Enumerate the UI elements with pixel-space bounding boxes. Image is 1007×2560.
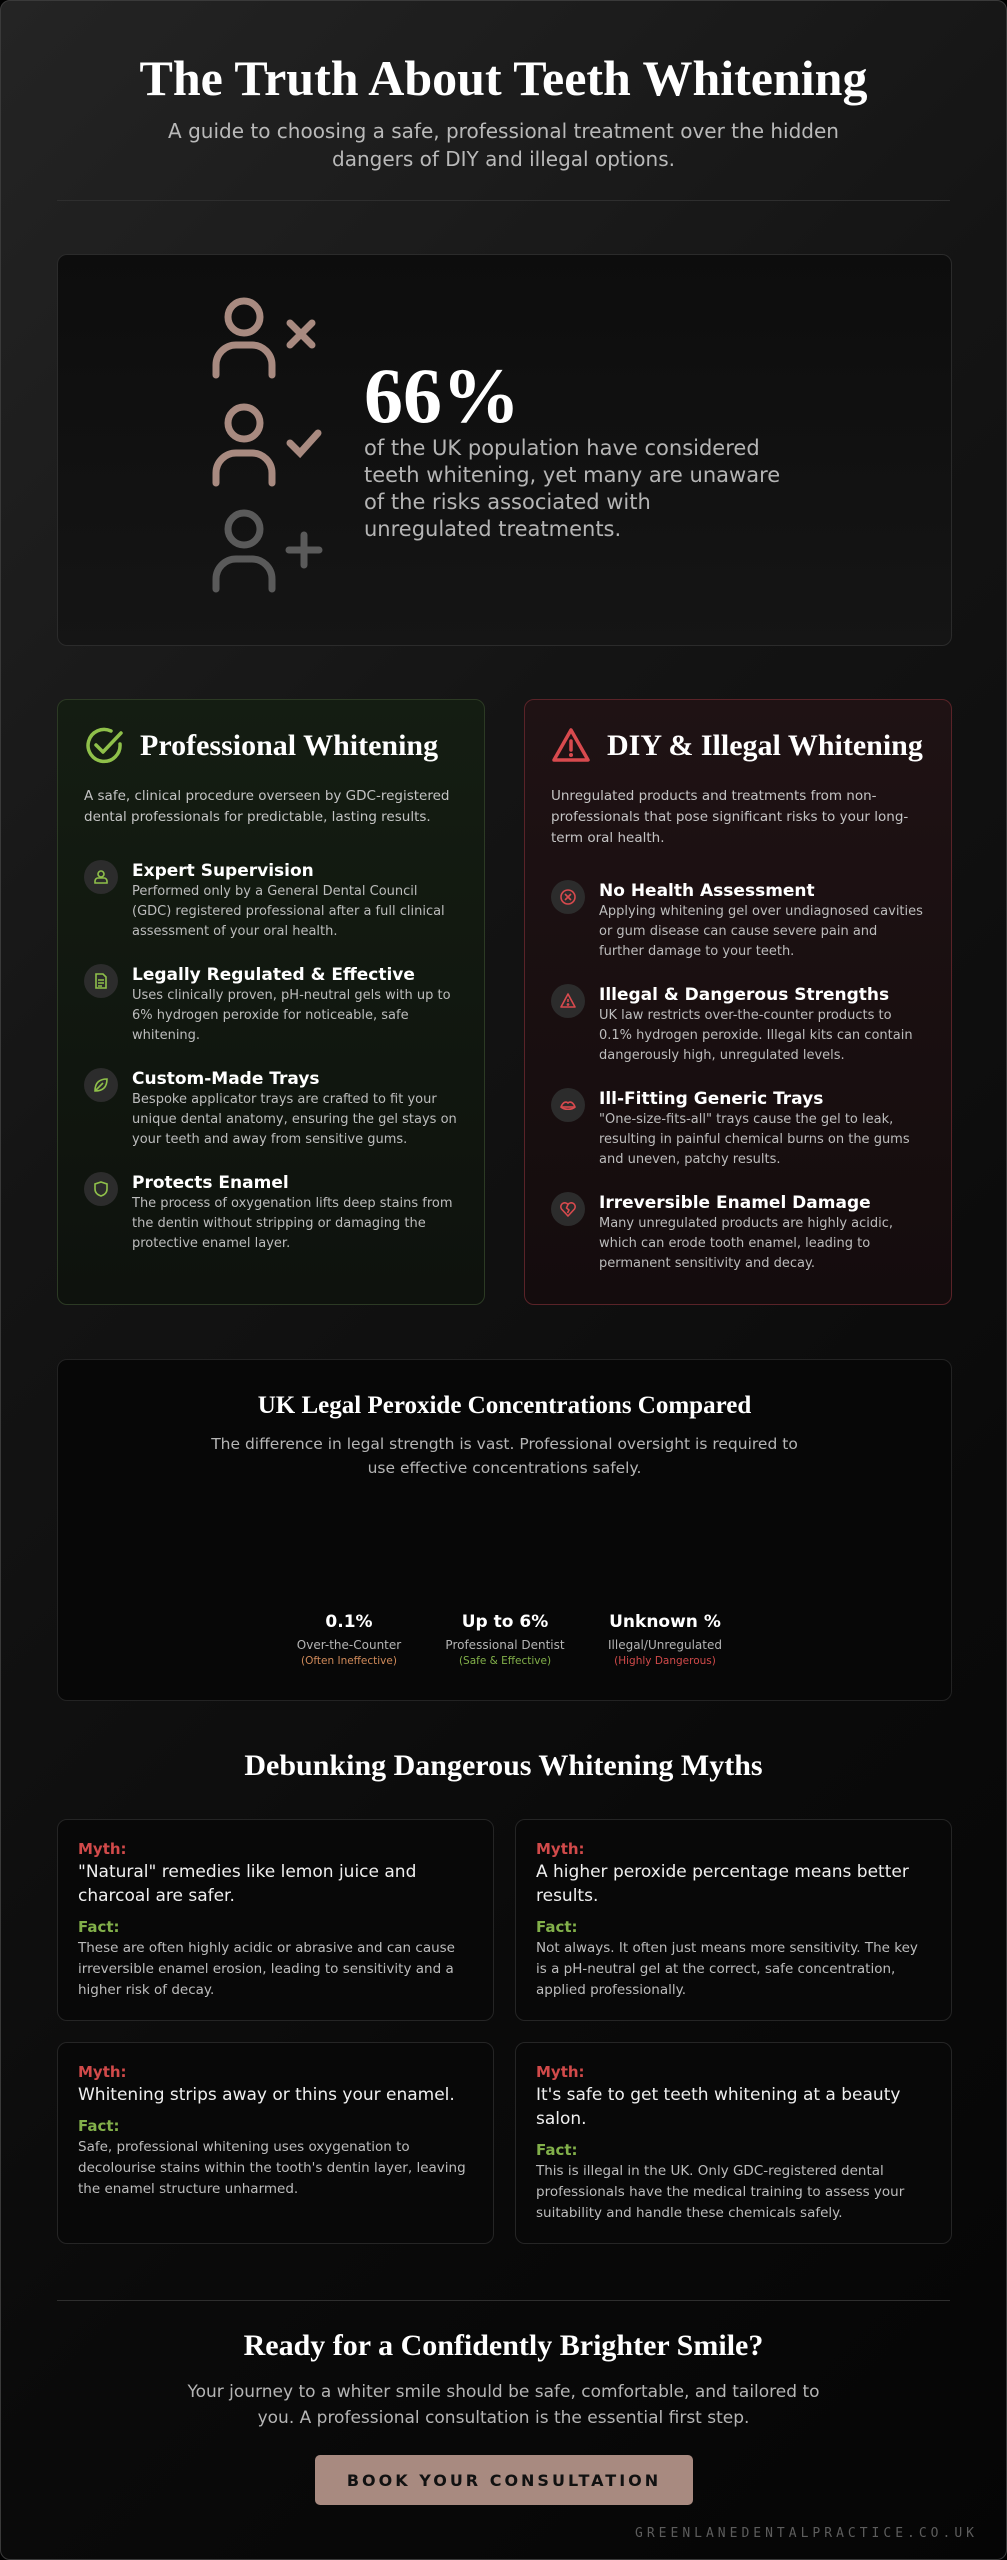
risk-item xyxy=(551,984,931,1066)
risk-item xyxy=(551,1192,931,1274)
fact-text: This is illegal in the UK. Only GDC-registered dental professionals have the medical training to assess your suitability and handle these chemicals safely. xyxy=(536,2163,905,2221)
leaf-icon xyxy=(92,1076,110,1094)
myth-label: Myth: xyxy=(78,1840,127,1858)
concentration-label: Illegal/Unregulated xyxy=(608,1638,722,1652)
fact-text: Safe, professional whitening uses oxygenation to decolourise stains within the tooth's dentin layer, leaving the enamel structure unharmed. xyxy=(78,2139,466,2197)
risk-description: "One-size-fits-all" trays cause the gel to leak, resulting in painful chemical burns on the gums and uneven, patchy results. xyxy=(599,1112,910,1167)
check-circle-icon xyxy=(84,726,124,766)
myth-text: It's safe to get teeth whitening at a beauty salon. xyxy=(536,2085,901,2129)
myth-card xyxy=(515,1819,952,2021)
concentration-value: 0.1% xyxy=(325,1612,373,1632)
cta-title: Ready for a Confidently Brighter Smile? xyxy=(243,2329,764,2362)
concentration-value: Up to 6% xyxy=(461,1612,549,1632)
feature-title: Legally Regulated & Effective xyxy=(132,965,415,985)
feature-item xyxy=(84,1172,464,1254)
fact-label: Fact: xyxy=(78,1918,120,1936)
professional-title: Professional Whitening xyxy=(140,729,439,762)
concentration-note: (Safe & Effective) xyxy=(458,1655,552,1667)
feature-description: Uses clinically proven, pH-neutral gels with up to 6% hydrogen peroxide for noticeable, safe whitening. xyxy=(132,988,451,1043)
warning-icon xyxy=(559,992,577,1010)
document-icon xyxy=(92,972,110,990)
x-circle-icon xyxy=(559,888,577,906)
concentration-item-illegal xyxy=(590,1612,740,1667)
peroxide-comparison-card xyxy=(57,1359,952,1701)
myth-text: "Natural" remedies like lemon juice and charcoal are safer. xyxy=(78,1862,417,1906)
feature-description: The process of oxygenation lifts deep stains from the dentin without stripping or damaging the protective enamel layer. xyxy=(132,1196,453,1251)
peroxide-title: UK Legal Peroxide Concentrations Compared xyxy=(257,1392,752,1419)
header-divider xyxy=(57,200,950,201)
myth-label: Myth: xyxy=(78,2063,127,2081)
cta-subtitle: Your journey to a whiter smile should be safe, comfortable, and tailored to you. A professional consultation is the essential first step. xyxy=(187,2382,820,2428)
risk-title: Illegal & Dangerous Strengths xyxy=(599,985,890,1005)
statistic-value: 66% xyxy=(364,352,520,439)
footer-website[interactable]: GREENLANEDENTALPRACTICE.CO.UK xyxy=(635,2526,978,2541)
diy-illegal-whitening-card xyxy=(524,699,952,1305)
risk-title: Ill-Fitting Generic Trays xyxy=(599,1089,824,1109)
cta-divider xyxy=(57,2300,950,2301)
diy-title: DIY & Illegal Whitening xyxy=(607,729,923,762)
fact-label: Fact: xyxy=(536,2141,578,2159)
risk-title: No Health Assessment xyxy=(599,881,815,901)
professional-intro: A safe, clinical procedure overseen by GDC-registered dental professionals for predictable, lasting results. xyxy=(84,788,450,825)
fact-label: Fact: xyxy=(78,2117,120,2135)
concentration-item-professional xyxy=(430,1612,580,1667)
broken-heart-icon xyxy=(559,1200,577,1218)
concentration-note: (Highly Dangerous) xyxy=(614,1655,716,1667)
concentration-note: (Often Ineffective) xyxy=(301,1655,397,1667)
myth-card xyxy=(57,1819,494,2021)
professional-whitening-card xyxy=(57,699,485,1305)
fact-text: These are often highly acidic or abrasive and can cause irreversible enamel erosion, leading to sensitivity and a higher risk of decay. xyxy=(78,1940,455,1998)
risk-description: Applying whitening gel over undiagnosed cavities or gum disease can cause severe pain and further damage to your teeth. xyxy=(599,904,923,959)
lips-icon xyxy=(559,1096,577,1114)
concentration-value: Unknown % xyxy=(609,1612,721,1632)
shield-icon xyxy=(92,1180,110,1198)
risk-description: Many unregulated products are highly acidic, which can erode tooth enamel, leading to permanent sensitivity and decay. xyxy=(599,1216,894,1271)
myths-title: Debunking Dangerous Whitening Myths xyxy=(244,1749,763,1782)
myth-card xyxy=(515,2042,952,2244)
feature-item xyxy=(84,860,464,942)
feature-title: Protects Enamel xyxy=(132,1173,289,1193)
fact-label: Fact: xyxy=(536,1918,578,1936)
concentration-item-otc xyxy=(274,1612,424,1667)
myth-card xyxy=(57,2042,494,2244)
myth-text: Whitening strips away or thins your enamel. xyxy=(78,2085,455,2105)
page-title: The Truth About Teeth Whitening xyxy=(139,50,868,106)
feature-item xyxy=(84,964,464,1046)
feature-item xyxy=(84,1068,464,1150)
myth-text: A higher peroxide percentage means better results. xyxy=(536,1862,909,1906)
feature-description: Bespoke applicator trays are crafted to fit your unique dental anatomy, ensuring the gel stays on your teeth and away from sensitive gums. xyxy=(132,1092,457,1147)
person-icon xyxy=(92,868,110,886)
myth-label: Myth: xyxy=(536,1840,585,1858)
page-subtitle: A guide to choosing a safe, professional treatment over the hidden dangers of DIY and illegal options. xyxy=(168,119,839,171)
people-illustration-icon xyxy=(208,295,328,605)
feature-title: Custom-Made Trays xyxy=(132,1069,320,1089)
statistic-description: of the UK population have considered teeth whitening, yet many are unaware of the risks associated with unregulated treatments. xyxy=(364,436,781,541)
peroxide-subtitle: The difference in legal strength is vast. Professional oversight is required to use effective concentrations safely. xyxy=(211,1435,798,1477)
risk-title: Irreversible Enamel Damage xyxy=(599,1193,871,1213)
book-consultation-button[interactable]: BOOK YOUR CONSULTATION xyxy=(315,2455,693,2505)
diy-intro: Unregulated products and treatments from non-professionals that pose significant risks to your long-term oral health. xyxy=(551,788,909,846)
statistic-card xyxy=(57,254,952,646)
myth-label: Myth: xyxy=(536,2063,585,2081)
warning-triangle-icon xyxy=(551,726,591,766)
risk-item xyxy=(551,880,931,962)
feature-description: Performed only by a General Dental Council (GDC) registered professional after a full clinical assessment of your oral health. xyxy=(132,884,445,939)
risk-description: UK law restricts over-the-counter products to 0.1% hydrogen peroxide. Illegal kits can contain dangerously high, unregulated levels. xyxy=(599,1008,913,1063)
concentration-label: Over-the-Counter xyxy=(296,1638,402,1652)
risk-item xyxy=(551,1088,931,1170)
concentration-label: Professional Dentist xyxy=(445,1638,565,1652)
feature-title: Expert Supervision xyxy=(132,861,314,881)
fact-text: Not always. It often just means more sensitivity. The key is a pH-neutral gel at the correct, safe concentration, applied professionally. xyxy=(536,1940,918,1998)
